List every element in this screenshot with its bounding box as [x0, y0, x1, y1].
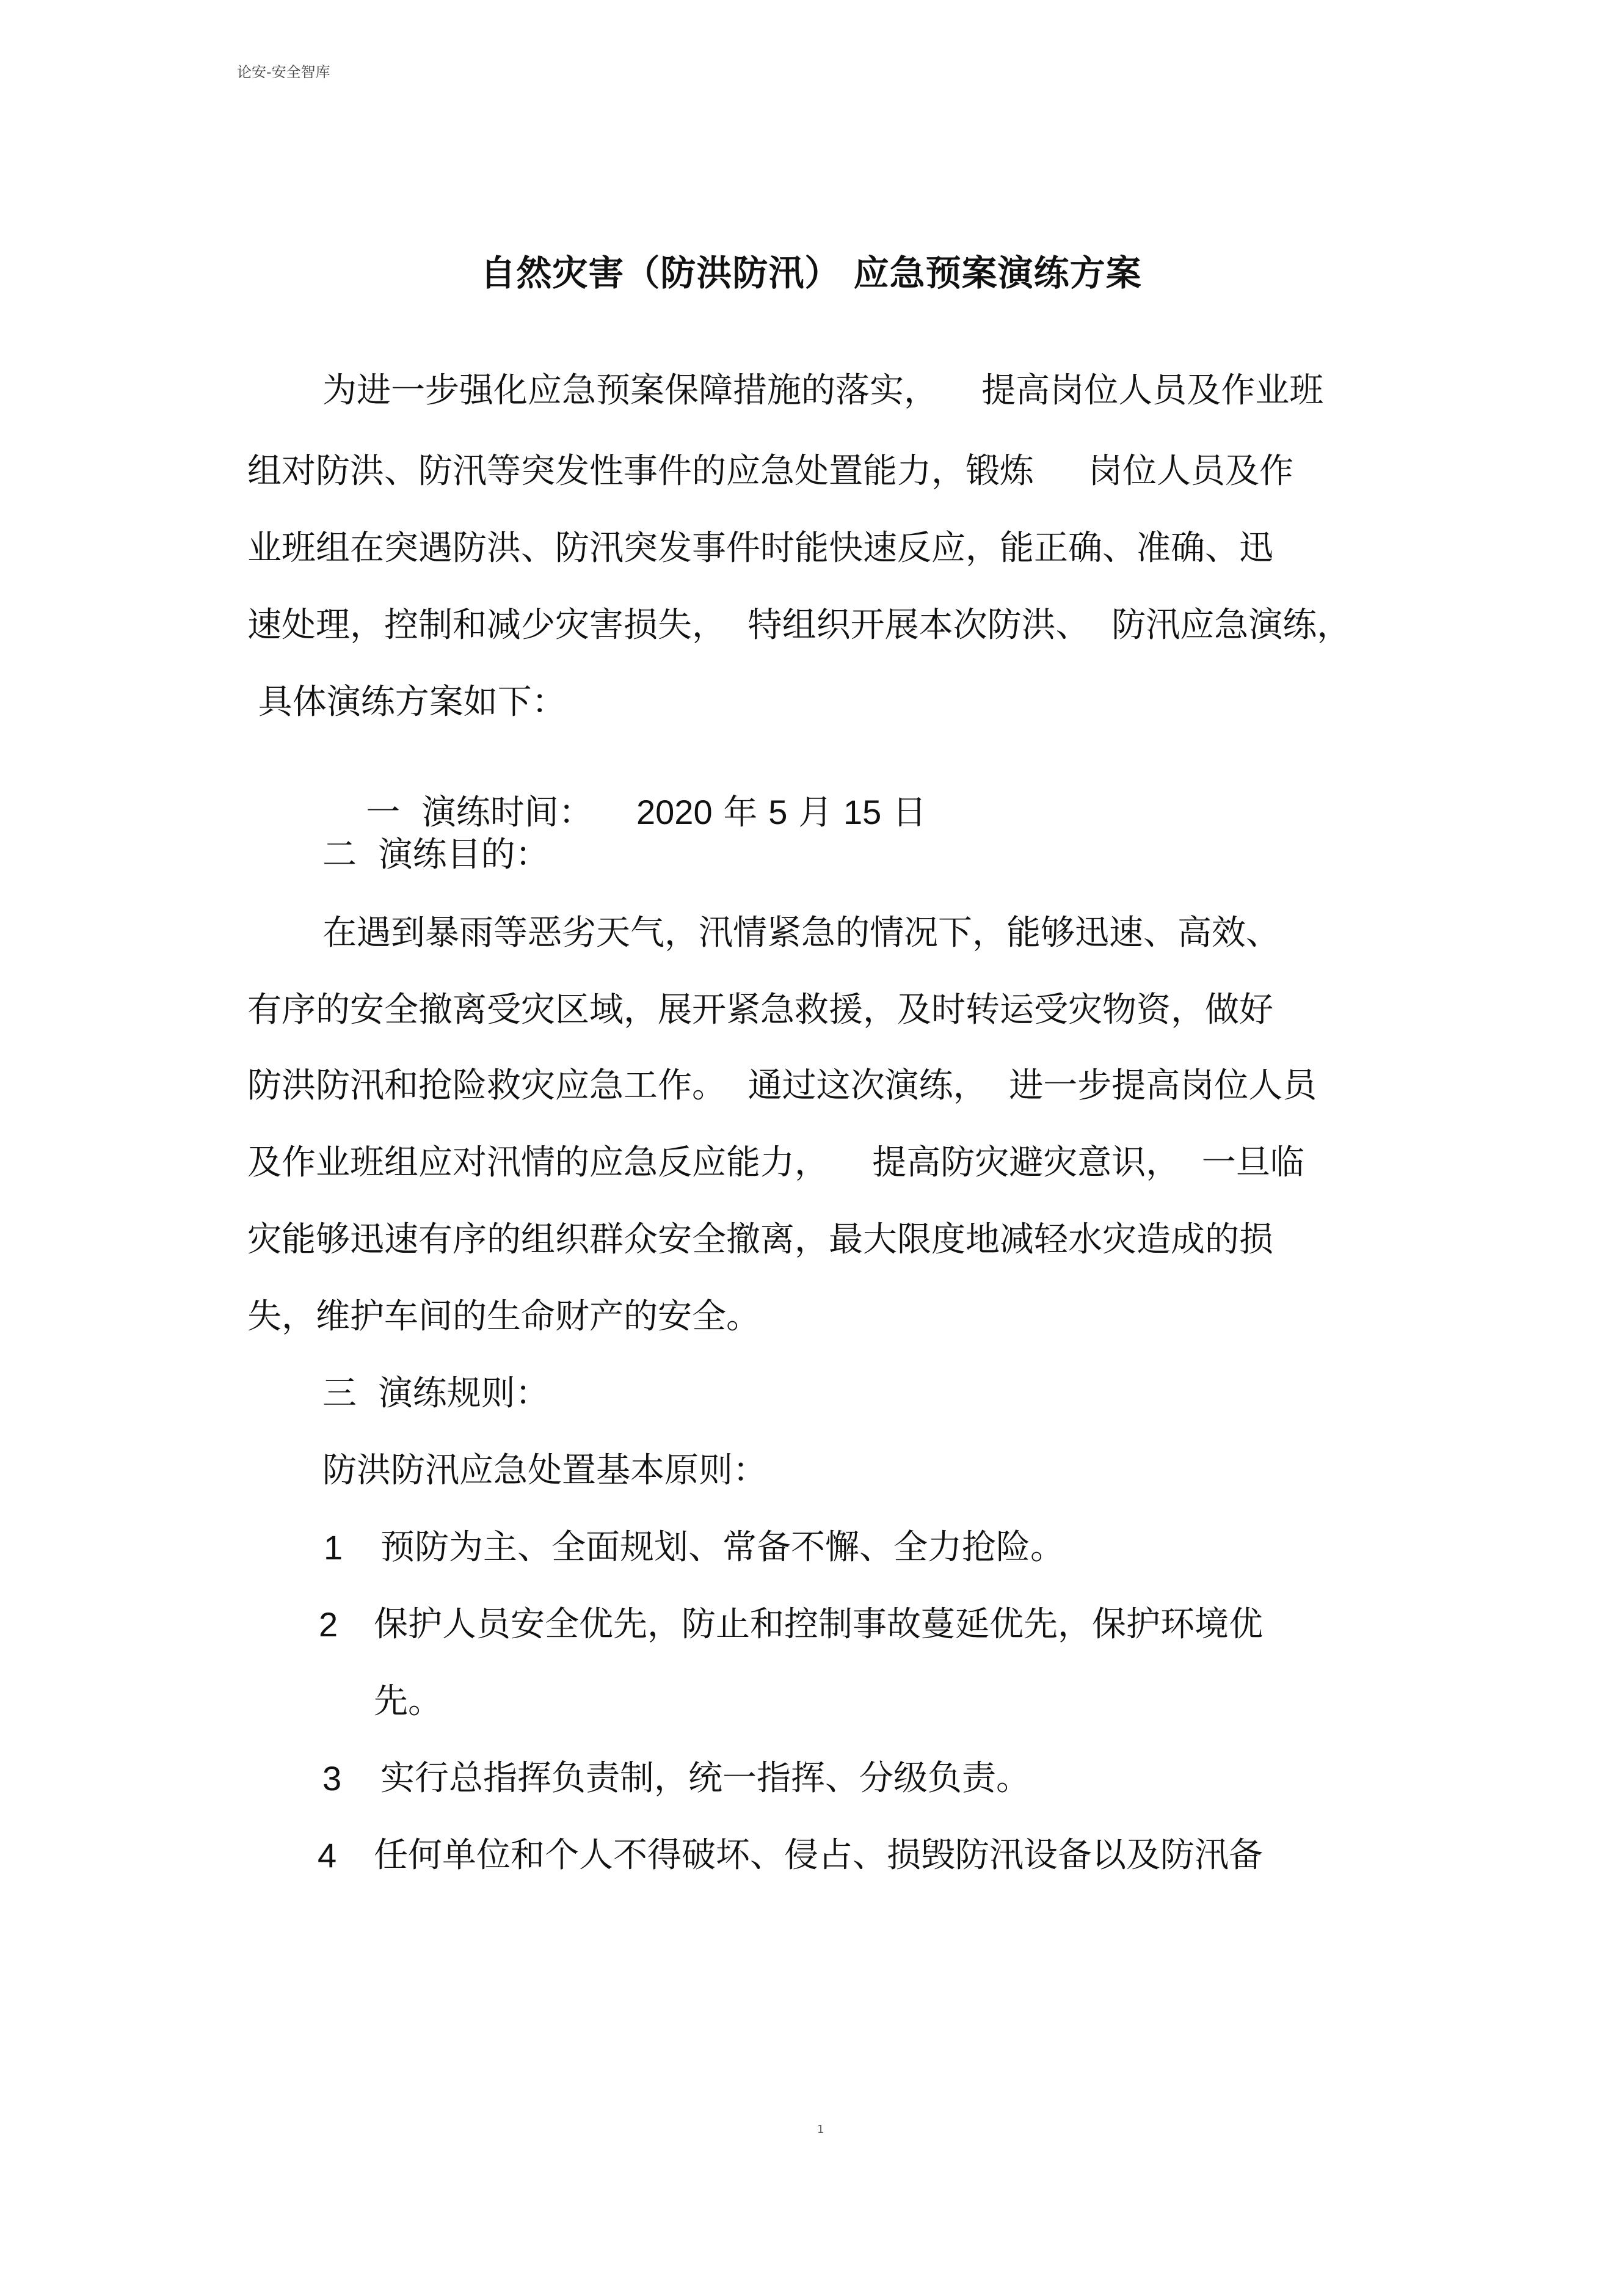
drill-month-unit: 月 — [798, 793, 833, 833]
drill-year-unit: 年 — [723, 793, 758, 833]
header-note: 论安-安全智库 — [237, 64, 330, 81]
principle-4-number: 4 — [318, 1836, 337, 1875]
section-2-line-4: 及作业班组应对汛情的应急反应能力， 提高防灾避灾意识， 一旦临 — [247, 1143, 1304, 1183]
section-2-heading: 二 演练目的： — [322, 835, 550, 875]
section-2-line-1: 在遇到暴雨等恶劣天气，汛情紧急的情况下，能够迅速、高效、 — [322, 913, 1280, 953]
intro-line-3: 业班组在突遇防洪、防汛突发事件时能快速反应，能正确、准确、迅 — [247, 528, 1273, 568]
principle-3-number: 3 — [322, 1759, 342, 1798]
document-title: 自然灾害（防洪防汛） 应急预案演练方案 — [480, 252, 1142, 294]
intro-line-1: 为进一步强化应急预案保障措施的落实， 提高岗位人员及作业班 — [322, 371, 1324, 410]
principle-1-text: 预防为主、全面规划、常备不懈、全力抢险。 — [380, 1528, 1064, 1567]
drill-month: 5 — [768, 793, 788, 831]
section-2-line-3: 防洪防汛和抢险救灾应急工作。 通过这次演练， 进一步提高岗位人员 — [247, 1066, 1317, 1106]
intro-line-5: 具体演练方案如下： — [247, 682, 566, 722]
principle-2-continuation: 先。 — [374, 1682, 442, 1721]
intro-line-4: 速处理，控制和减少灾害损失， 特组织开展本次防洪、 防汛应急演练， — [247, 605, 1351, 645]
drill-day: 15 — [843, 793, 882, 831]
section-2-line-6: 失，维护车间的生命财产的安全。 — [247, 1297, 760, 1336]
principle-4-text: 任何单位和个人不得破坏、侵占、损毁防汛设备以及防汛备 — [374, 1835, 1263, 1875]
intro-line-2: 组对防洪、防汛等突发性事件的应急处置能力，锻炼 岗位人员及作 — [247, 451, 1294, 491]
principle-1-number: 1 — [324, 1528, 343, 1567]
drill-day-unit: 日 — [892, 793, 927, 833]
principle-2-number: 2 — [319, 1605, 338, 1644]
section-3-heading: 三 演练规则： — [322, 1374, 550, 1413]
section-2-line-5: 灾能够迅速有序的组织群众安全撤离，最大限度地减轻水灾造成的损 — [247, 1220, 1273, 1259]
section-3-subtitle: 防洪防汛应急处置基本原则： — [322, 1451, 767, 1490]
page-number: 1 — [817, 2123, 824, 2136]
section-2-line-2: 有序的安全撤离受灾区域，展开紧急救援，及时转运受灾物资，做好 — [247, 990, 1273, 1030]
principle-3-text: 实行总指挥负责制，统一指挥、分级负责。 — [380, 1758, 1030, 1798]
principle-2-text: 保护人员安全优先，防止和控制事故蔓延优先，保护环境优 — [374, 1605, 1263, 1644]
drill-year: 2020 — [636, 793, 713, 831]
section-1-label: 一 演练时间： — [366, 793, 593, 833]
